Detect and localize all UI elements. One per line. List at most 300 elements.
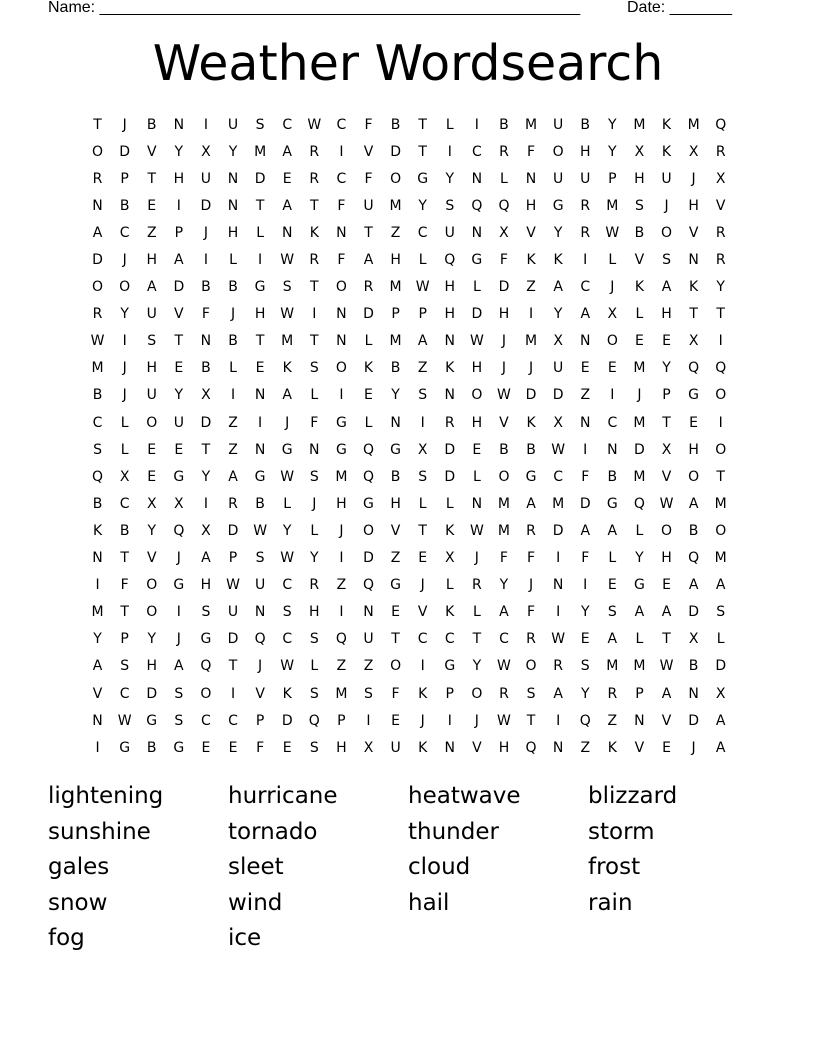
grid-letter: N bbox=[336, 306, 347, 323]
grid-letter: J bbox=[528, 577, 534, 594]
grid-letter: K bbox=[553, 252, 563, 269]
grid-letter: L bbox=[310, 522, 319, 539]
grid-letter: H bbox=[498, 739, 510, 756]
grid-letter: X bbox=[174, 495, 184, 512]
grid-letter: S bbox=[309, 360, 319, 377]
grid-letter: D bbox=[471, 306, 483, 323]
grid-letter: X bbox=[634, 143, 645, 160]
grid-letter: M bbox=[525, 116, 538, 133]
grid-letter: N bbox=[92, 197, 103, 214]
grid-letter: A bbox=[363, 252, 374, 269]
grid-letter: Q bbox=[254, 631, 266, 648]
grid-letter: Y bbox=[635, 550, 644, 567]
grid-letter: A bbox=[607, 631, 618, 648]
grid-letter: F bbox=[310, 414, 319, 431]
grid-letter: J bbox=[339, 522, 344, 539]
grid-letter: M bbox=[281, 333, 294, 350]
grid-letter: W bbox=[280, 658, 295, 675]
grid-letter: K bbox=[445, 604, 455, 621]
grid-letter: L bbox=[635, 631, 644, 648]
grid-letter: J bbox=[176, 631, 181, 648]
grid-letter: Q bbox=[173, 522, 185, 539]
grid-letter: L bbox=[418, 495, 427, 512]
grid-letter: O bbox=[146, 604, 158, 621]
grid-letter: O bbox=[471, 685, 483, 702]
grid-letter: L bbox=[472, 468, 481, 485]
grid-letter: V bbox=[417, 604, 428, 621]
grid-letter: A bbox=[715, 739, 726, 756]
grid-letter: H bbox=[661, 306, 672, 323]
grid-letter: P bbox=[228, 550, 238, 567]
grid-letter: S bbox=[282, 279, 292, 296]
grid-letter: I bbox=[203, 495, 208, 512]
grid-letter: D bbox=[119, 143, 131, 160]
grid-letter: E bbox=[255, 360, 265, 377]
grid-letter: R bbox=[715, 252, 726, 269]
word-list-item: sleet bbox=[228, 854, 284, 881]
grid-letter: O bbox=[661, 522, 673, 539]
grid-letter: A bbox=[607, 522, 618, 539]
grid-letter: B bbox=[390, 116, 401, 133]
grid-letter: I bbox=[556, 550, 561, 567]
grid-letter: C bbox=[417, 631, 428, 648]
grid-letter: L bbox=[472, 604, 481, 621]
grid-letter: N bbox=[444, 333, 455, 350]
grid-letter: P bbox=[608, 170, 617, 187]
grid-letter: H bbox=[661, 550, 672, 567]
grid-letter: A bbox=[634, 604, 645, 621]
grid-letter: R bbox=[499, 685, 509, 702]
grid-letter: K bbox=[445, 522, 455, 539]
grid-letter: S bbox=[147, 333, 157, 350]
grid-letter: I bbox=[718, 414, 723, 431]
grid-letter: U bbox=[553, 360, 564, 377]
grid-letter: D bbox=[363, 306, 374, 323]
grid-letter: A bbox=[688, 577, 699, 594]
grid-letter: X bbox=[499, 224, 509, 241]
grid-letter: E bbox=[174, 441, 184, 458]
grid-letter: E bbox=[147, 197, 157, 214]
grid-letter: A bbox=[661, 685, 672, 702]
grid-letter: Q bbox=[308, 712, 320, 729]
grid-letter: W bbox=[497, 658, 511, 675]
grid-letter: X bbox=[201, 387, 211, 404]
grid-letter: W bbox=[469, 522, 484, 539]
grid-letter: Q bbox=[362, 468, 374, 485]
grid-letter: W bbox=[497, 712, 511, 729]
grid-letter: V bbox=[526, 224, 536, 241]
grid-letter: Y bbox=[608, 116, 617, 133]
word-list-item: lightening bbox=[48, 783, 164, 809]
grid-letter: N bbox=[471, 495, 483, 512]
grid-row bbox=[84, 246, 735, 273]
grid-letter: U bbox=[553, 170, 564, 187]
grid-letter: B bbox=[201, 279, 211, 296]
grid-letter: R bbox=[309, 143, 320, 160]
grid-letter: D bbox=[552, 387, 564, 404]
grid-letter: R bbox=[309, 577, 320, 594]
grid-letter: O bbox=[471, 387, 483, 404]
grid-letter: T bbox=[120, 604, 129, 621]
grid-letter: E bbox=[282, 739, 292, 756]
grid-letter: X bbox=[688, 143, 699, 160]
grid-letter: N bbox=[471, 224, 483, 241]
grid-letter: M bbox=[525, 333, 538, 350]
grid-letter: L bbox=[445, 577, 454, 594]
grid-letter: B bbox=[688, 522, 699, 539]
grid-letter: X bbox=[688, 631, 699, 648]
grid-letter: D bbox=[363, 550, 374, 567]
grid-letter: J bbox=[664, 197, 669, 214]
grid-letter: G bbox=[633, 577, 645, 594]
grid-letter: E bbox=[201, 739, 211, 756]
grid-letter: P bbox=[255, 712, 265, 729]
grid-letter: G bbox=[606, 495, 618, 512]
grid-letter: Z bbox=[607, 712, 618, 729]
grid-letter: R bbox=[526, 522, 536, 539]
grid-letter: I bbox=[95, 739, 100, 756]
grid-letter: I bbox=[583, 252, 588, 269]
grid-letter: Y bbox=[174, 387, 184, 404]
grid-letter: A bbox=[661, 604, 672, 621]
grid-letter: F bbox=[499, 550, 508, 567]
grid-letter: Z bbox=[526, 279, 536, 296]
grid-letter: W bbox=[280, 468, 295, 485]
grid-letter: G bbox=[444, 658, 456, 675]
grid-letter: J bbox=[501, 333, 507, 350]
grid-letter: S bbox=[120, 658, 130, 675]
grid-letter: Y bbox=[418, 197, 427, 214]
grid-letter: L bbox=[500, 170, 508, 187]
grid-letter: R bbox=[715, 143, 726, 160]
grid-letter: C bbox=[471, 143, 482, 160]
grid-row bbox=[84, 219, 735, 246]
word-list-item: tornado bbox=[228, 818, 318, 845]
grid-letter: Q bbox=[715, 116, 727, 133]
grid-letter: G bbox=[254, 279, 266, 296]
grid-letter: B bbox=[390, 468, 401, 485]
grid-letter: Q bbox=[444, 252, 456, 269]
grid-letter: I bbox=[447, 712, 452, 729]
grid-letter: L bbox=[635, 306, 644, 323]
grid-letter: J bbox=[230, 306, 236, 323]
grid-letter: G bbox=[119, 739, 131, 756]
grid-letter: Y bbox=[445, 170, 455, 187]
grid-letter: O bbox=[688, 468, 700, 485]
grid-row bbox=[84, 192, 735, 219]
grid-letter: X bbox=[607, 306, 618, 323]
grid-letter: O bbox=[146, 414, 158, 431]
grid-letter: V bbox=[390, 522, 401, 539]
grid-letter: Z bbox=[146, 224, 157, 241]
grid-letter: S bbox=[418, 387, 428, 404]
grid-letter: G bbox=[552, 197, 564, 214]
grid-letter: H bbox=[471, 414, 483, 431]
grid-letter: E bbox=[634, 333, 644, 350]
grid-letter: X bbox=[661, 441, 672, 458]
grid-letter: L bbox=[120, 441, 129, 458]
grid-letter: D bbox=[498, 279, 510, 296]
grid-letter: U bbox=[227, 116, 239, 133]
grid-letter: Y bbox=[93, 631, 102, 648]
grid-letter: H bbox=[336, 739, 347, 756]
grid-letter: T bbox=[689, 306, 698, 323]
grid-letter: D bbox=[688, 604, 699, 621]
grid-letter: L bbox=[229, 360, 237, 377]
grid-letter: R bbox=[607, 685, 618, 702]
grid-letter: O bbox=[525, 658, 537, 675]
grid-letter: U bbox=[146, 306, 157, 323]
grid-letter: I bbox=[176, 197, 181, 214]
grid-letter: C bbox=[336, 116, 347, 133]
grid-letter: S bbox=[255, 550, 265, 567]
grid-letter: V bbox=[363, 143, 374, 160]
grid-letter: G bbox=[254, 468, 266, 485]
grid-letter: Z bbox=[580, 739, 591, 756]
grid-letter: A bbox=[146, 279, 157, 296]
grid-letter: J bbox=[203, 224, 208, 241]
grid-row bbox=[84, 138, 735, 165]
grid-letter: U bbox=[254, 577, 266, 594]
grid-letter: Q bbox=[715, 360, 727, 377]
grid-letter: F bbox=[364, 170, 373, 187]
grid-letter: A bbox=[282, 387, 292, 404]
grid-letter: Y bbox=[282, 522, 292, 539]
grid-letter: B bbox=[92, 495, 103, 512]
grid-letter: F bbox=[391, 685, 400, 702]
grid-letter: I bbox=[583, 577, 588, 594]
grid-letter: Q bbox=[579, 712, 591, 729]
grid-letter: Y bbox=[120, 306, 129, 323]
grid-letter: T bbox=[526, 712, 536, 729]
grid-letter: K bbox=[607, 739, 617, 756]
grid-letter: H bbox=[471, 360, 483, 377]
grid-letter: J bbox=[122, 116, 127, 133]
grid-letter: N bbox=[363, 604, 374, 621]
grid-letter: X bbox=[553, 414, 563, 431]
grid-letter: B bbox=[688, 658, 699, 675]
grid-letter: G bbox=[363, 495, 374, 512]
grid-letter: Y bbox=[391, 387, 400, 404]
grid-letter: A bbox=[92, 658, 103, 675]
grid-letter: O bbox=[715, 387, 727, 404]
grid-row bbox=[84, 301, 735, 328]
word-list bbox=[48, 779, 768, 957]
grid-letter: R bbox=[526, 631, 536, 648]
grid-letter: H bbox=[579, 143, 591, 160]
grid-letter: N bbox=[254, 387, 266, 404]
grid-letter: F bbox=[527, 143, 536, 160]
grid-letter: P bbox=[174, 224, 184, 241]
grid-letter: V bbox=[255, 685, 265, 702]
grid-letter: H bbox=[634, 170, 645, 187]
grid-letter: O bbox=[715, 522, 727, 539]
grid-letter: Q bbox=[362, 441, 374, 458]
grid-letter: N bbox=[607, 441, 618, 458]
grid-letter: B bbox=[526, 441, 536, 458]
grid-letter: N bbox=[281, 224, 293, 241]
grid-letter: K bbox=[661, 143, 672, 160]
grid-letter: R bbox=[580, 197, 591, 214]
grid-letter: I bbox=[203, 252, 208, 269]
grid-letter: H bbox=[227, 224, 239, 241]
grid-letter: L bbox=[256, 224, 265, 241]
grid-letter: U bbox=[227, 604, 239, 621]
grid-letter: T bbox=[93, 116, 102, 133]
grid-letter: N bbox=[254, 441, 266, 458]
grid-letter: X bbox=[715, 685, 726, 702]
grid-letter: G bbox=[525, 468, 537, 485]
grid-letter: T bbox=[418, 116, 427, 133]
grid-letter: N bbox=[173, 116, 185, 133]
grid-letter: G bbox=[335, 414, 347, 431]
grid-letter: O bbox=[92, 279, 104, 296]
grid-letter: V bbox=[146, 143, 157, 160]
grid-letter: W bbox=[280, 306, 295, 323]
grid-letter: V bbox=[661, 712, 672, 729]
grid-letter: H bbox=[146, 252, 157, 269]
grid-letter: Z bbox=[580, 387, 591, 404]
grid-row bbox=[84, 165, 735, 192]
grid-letter: F bbox=[256, 739, 265, 756]
grid-letter: T bbox=[310, 197, 319, 214]
grid-letter: K bbox=[418, 739, 428, 756]
grid-letter: U bbox=[661, 170, 672, 187]
grid-letter: S bbox=[662, 252, 671, 269]
grid-letter: B bbox=[146, 116, 157, 133]
grid-letter: M bbox=[687, 116, 700, 133]
grid-letter: V bbox=[661, 468, 672, 485]
grid-letter: A bbox=[282, 143, 292, 160]
grid-letter: J bbox=[122, 387, 127, 404]
grid-letter: N bbox=[688, 685, 699, 702]
grid-letter: L bbox=[120, 414, 129, 431]
grid-letter: M bbox=[552, 495, 565, 512]
grid-letter: V bbox=[499, 414, 509, 431]
grid-letter: E bbox=[607, 360, 617, 377]
grid-letter: E bbox=[174, 360, 184, 377]
grid-letter: X bbox=[146, 495, 157, 512]
grid-letter: N bbox=[634, 712, 645, 729]
grid-letter: E bbox=[472, 441, 482, 458]
grid-letter: A bbox=[688, 495, 699, 512]
grid-letter: W bbox=[497, 387, 511, 404]
grid-letter: B bbox=[92, 387, 103, 404]
word-list-item: cloud bbox=[408, 854, 471, 881]
grid-letter: N bbox=[92, 712, 103, 729]
grid-letter: D bbox=[579, 495, 591, 512]
word-list-item: thunder bbox=[408, 818, 499, 845]
grid-letter: C bbox=[282, 631, 293, 648]
grid-letter: W bbox=[280, 252, 295, 269]
grid-letter: A bbox=[228, 468, 238, 485]
grid-letter: Q bbox=[335, 631, 347, 648]
grid-letter: D bbox=[444, 468, 456, 485]
grid-letter: K bbox=[526, 414, 536, 431]
grid-letter: R bbox=[499, 143, 509, 160]
grid-letter: A bbox=[201, 550, 211, 567]
grid-letter: O bbox=[715, 441, 727, 458]
grid-letter: Z bbox=[417, 360, 428, 377]
grid-letter: N bbox=[336, 333, 347, 350]
grid-letter: I bbox=[339, 604, 344, 621]
grid-letter: S bbox=[174, 712, 184, 729]
grid-letter: L bbox=[445, 116, 454, 133]
grid-letter: T bbox=[472, 631, 482, 648]
grid-letter: A bbox=[715, 712, 726, 729]
grid-letter: N bbox=[390, 414, 401, 431]
grid-letter: L bbox=[229, 252, 237, 269]
grid-letter: Z bbox=[336, 577, 347, 594]
grid-letter: C bbox=[580, 279, 591, 296]
grid-letter: R bbox=[553, 658, 563, 675]
grid-letter: O bbox=[335, 360, 347, 377]
grid-letter: P bbox=[635, 685, 644, 702]
grid-letter: K bbox=[363, 360, 374, 377]
grid-row bbox=[84, 328, 735, 355]
grid-letter: A bbox=[580, 306, 591, 323]
grid-letter: B bbox=[499, 116, 509, 133]
grid-letter: J bbox=[501, 360, 507, 377]
grid-letter: S bbox=[309, 739, 319, 756]
grid-row bbox=[84, 382, 735, 409]
grid-letter: C bbox=[119, 685, 130, 702]
grid-letter: B bbox=[119, 522, 130, 539]
grid-letter: W bbox=[280, 550, 295, 567]
grid-letter: O bbox=[362, 522, 374, 539]
grid-letter: B bbox=[634, 224, 645, 241]
grid-letter: J bbox=[420, 577, 425, 594]
grid-letter: N bbox=[227, 197, 239, 214]
grid-letter: N bbox=[200, 333, 212, 350]
grid-letter: S bbox=[445, 197, 455, 214]
grid-letter: P bbox=[445, 685, 454, 702]
grid-letter: A bbox=[526, 495, 536, 512]
grid-letter: Y bbox=[310, 550, 319, 567]
grid-letter: C bbox=[92, 414, 103, 431]
grid-letter: O bbox=[390, 658, 402, 675]
grid-letter: T bbox=[391, 631, 400, 648]
grid-row bbox=[84, 653, 735, 680]
grid-letter: E bbox=[418, 550, 428, 567]
grid-letter: G bbox=[173, 739, 185, 756]
grid-letter: V bbox=[715, 197, 726, 214]
grid-letter: D bbox=[715, 658, 727, 675]
grid-letter: I bbox=[420, 658, 425, 675]
grid-letter: P bbox=[337, 712, 346, 729]
grid-letter: N bbox=[552, 577, 564, 594]
grid-letter: K bbox=[445, 360, 455, 377]
grid-letter: S bbox=[418, 468, 428, 485]
grid-letter: M bbox=[335, 685, 348, 702]
grid-letter: D bbox=[688, 712, 699, 729]
grid-letter: J bbox=[122, 252, 127, 269]
grid-letter: Y bbox=[174, 143, 184, 160]
grid-letter: E bbox=[607, 577, 617, 594]
grid-letter: X bbox=[119, 468, 130, 485]
grid-letter: X bbox=[553, 333, 563, 350]
grid-letter: I bbox=[718, 333, 723, 350]
word-list-item: wind bbox=[228, 889, 283, 916]
grid-letter: H bbox=[444, 306, 456, 323]
grid-letter: Y bbox=[201, 468, 211, 485]
grid-letter: W bbox=[659, 658, 674, 675]
grid-letter: L bbox=[472, 279, 481, 296]
grid-letter: O bbox=[200, 685, 212, 702]
grid-letter: N bbox=[579, 414, 591, 431]
grid-letter: S bbox=[309, 631, 319, 648]
grid-letter: B bbox=[228, 333, 238, 350]
